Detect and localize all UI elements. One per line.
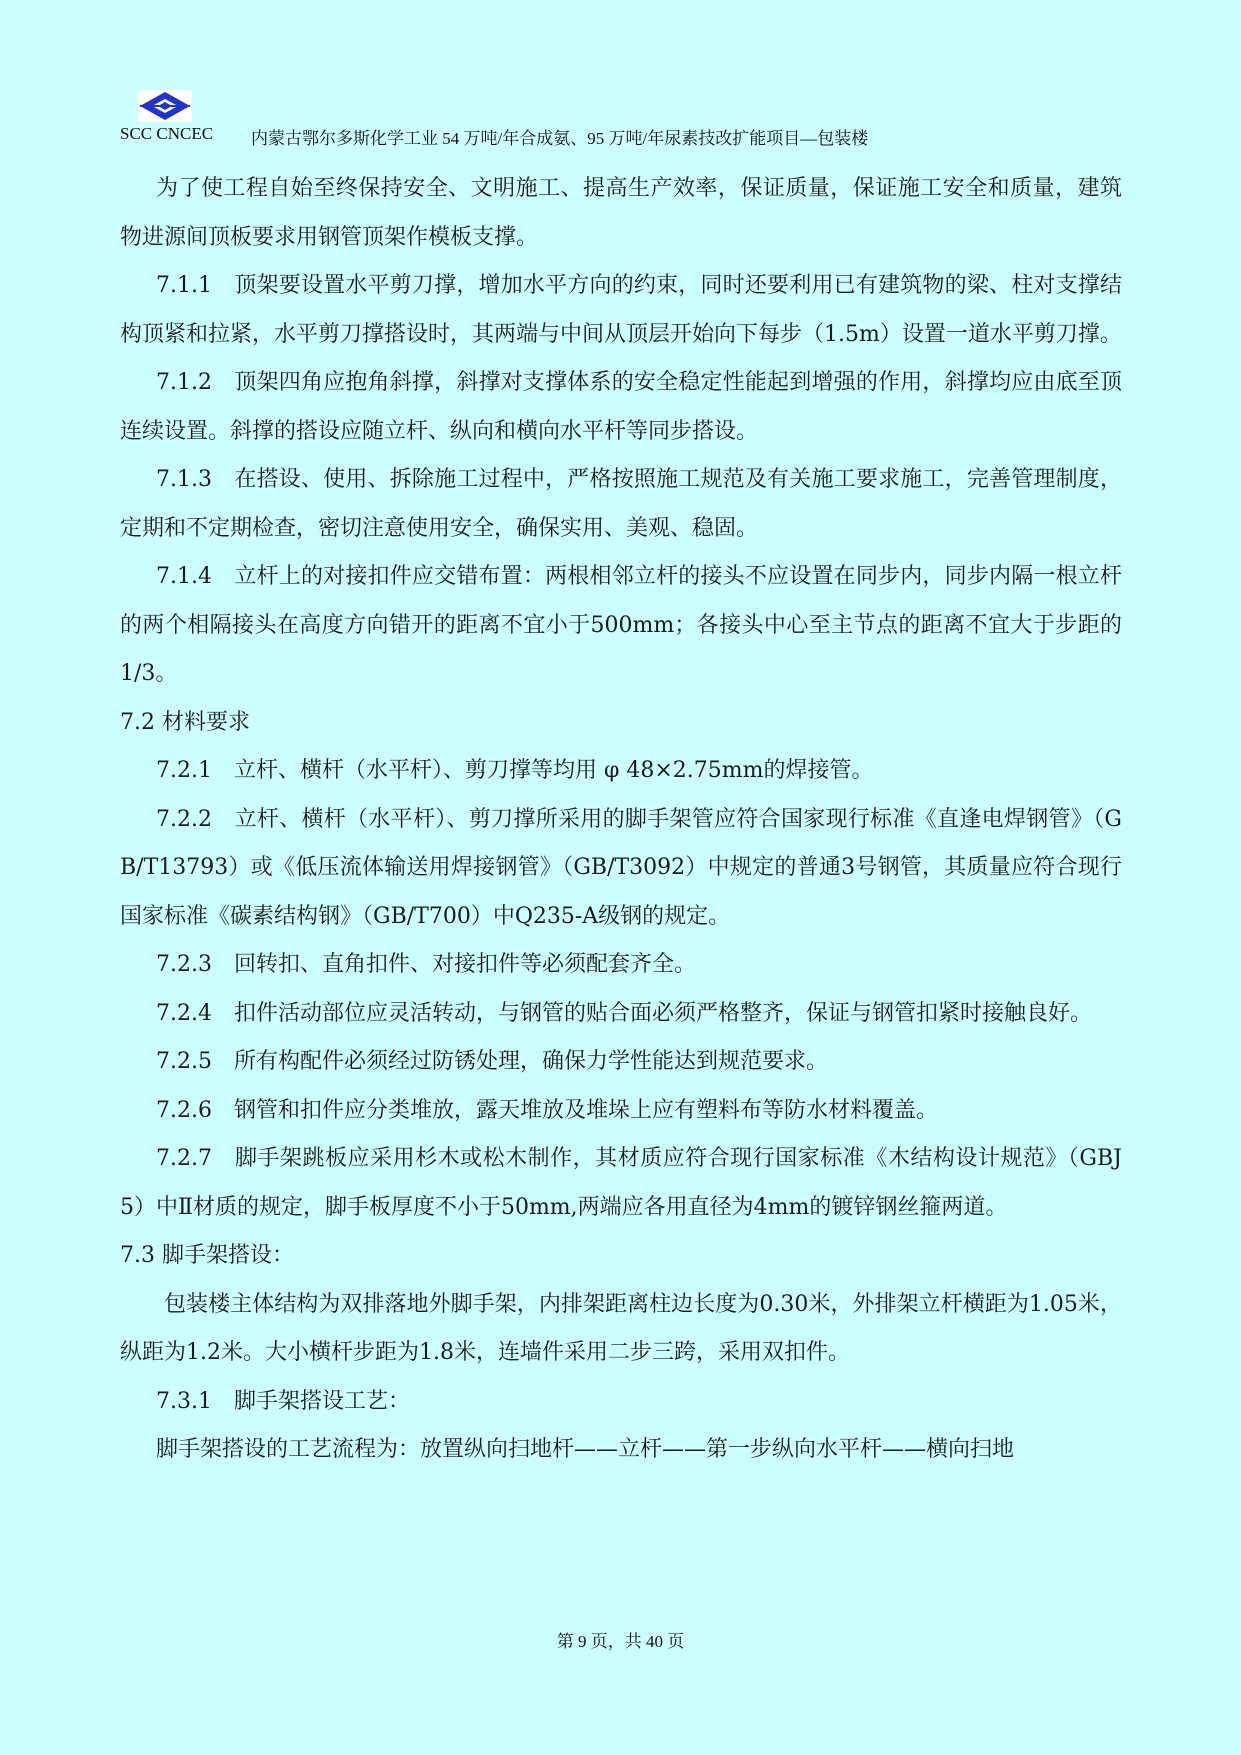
paragraph-process-flow: 脚手架搭设的工艺流程为：放置纵向扫地杆——立杆——第一步纵向水平杆——横向扫地: [156, 1437, 1015, 1462]
paragraph-7-2-1: 7.2.1 立杆、横杆（水平杆）、剪刀撑等均用 φ 48×2.75mm的焊接管。: [156, 758, 874, 783]
paragraph-7-1-4: 7.1.4 立杆上的对接扣件应交错布置：两根相邻立杆的接头不应设置在同步内，同步内隔一根立杆的两个相隔接头在高度方向错开的距离不宜小于500mm；各接头中心至主节点的距离不宜大于步距的1/3。: [120, 564, 1122, 686]
paragraph-7-2-5: 7.2.5 所有构配件必须经过防锈处理，确保力学性能达到规范要求。: [156, 1049, 828, 1074]
page-header: [120, 86, 1130, 146]
paragraph-7-1-2: 7.1.2 顶架四角应抱角斜撑，斜撑对支撑体系的安全稳定性能起到增强的作用，斜撑均应由底至顶连续设置。斜撑的搭设应随立杆、纵向和横向水平杆等同步搭设。: [120, 370, 1122, 444]
document-body: [120, 165, 1122, 1475]
company-name: SCC CNCEC: [120, 124, 214, 143]
paragraph-7-2-2: 7.2.2 立杆、横杆（水平杆）、剪刀撑所采用的脚手架管应符合国家现行标准《直逢电焊钢管》（GB/T13793）或《低压流体输送用焊接钢管》（GB/T3092）中规定的普通3号钢管，其质量应符合现行国家标准《碳素结构钢》（GB/T700）中Q235-A级钢的规定。: [120, 806, 1122, 929]
project-title: 内蒙古鄂尔多斯化学工业 54 万吨/年合成氨、95 万吨/年尿素技改扩能项目—包装楼: [251, 129, 869, 148]
paragraph-7-2-6: 7.2.6 钢管和扣件应分类堆放，露天堆放及堆垛上应有塑料布等防水材料覆盖。: [156, 1097, 938, 1123]
paragraph-7-2-7: 7.2.7 脚手架跳板应采用杉木或松木制作，其材质应符合现行国家标准《木结构设计规范》（GBJ5）中Ⅱ材质的规定，脚手板厚度不小于50mm,两端应各用直径为4mm的镀锌钢丝箍两道。: [120, 1146, 1122, 1220]
paragraph-7-2-4: 7.2.4 扣件活动部位应灵活转动，与钢管的贴合面必须严格整齐，保证与钢管扣紧时接触良好。: [156, 1000, 1092, 1026]
page-number-footer: 第 9 页，共 40 页: [556, 1632, 685, 1651]
paragraph-7-3-1: 7.3.1 脚手架搭设工艺：: [156, 1388, 410, 1414]
paragraph-intro: 为了使工程自始至终保持安全、文明施工、提高生产效率，保证质量，保证施工安全和质量，建筑物进源间顶板要求用钢管顶架作模板支撑。: [120, 176, 1122, 250]
cncec-logo-icon: [138, 90, 192, 122]
paragraph-7-2-3: 7.2.3 回转扣、直角扣件、对接扣件等必须配套齐全。: [156, 952, 696, 977]
paragraph-7-1-3: 7.1.3 在搭设、使用、拆除施工过程中，严格按照施工规范及有关施工要求施工，完善管理制度，定期和不定期检查，密切注意使用安全，确保实用、美观、稳固。: [120, 467, 1122, 541]
paragraph-7-3-intro: 包装楼主体结构为双排落地外脚手架，内排架距离柱边长度为0.30米，外排架立杆横距为1.05米，纵距为1.2米。大小横杆步距为1.8米，连墙件采用二步三跨，采用双扣件。: [120, 1291, 1122, 1365]
paragraph-7-1-1: 7.1.1 顶架要设置水平剪刀撑，增加水平方向的约束，同时还要利用已有建筑物的梁、柱对支撑结构顶紧和拉紧，水平剪刀撑搭设时，其两端与中间从顶层开始向下每步（1.5m）设置一道水平剪刀撑。: [120, 273, 1122, 347]
section-heading-7-2: 7.2 材料要求: [120, 709, 250, 735]
section-heading-7-3: 7.3 脚手架搭设：: [120, 1243, 294, 1268]
